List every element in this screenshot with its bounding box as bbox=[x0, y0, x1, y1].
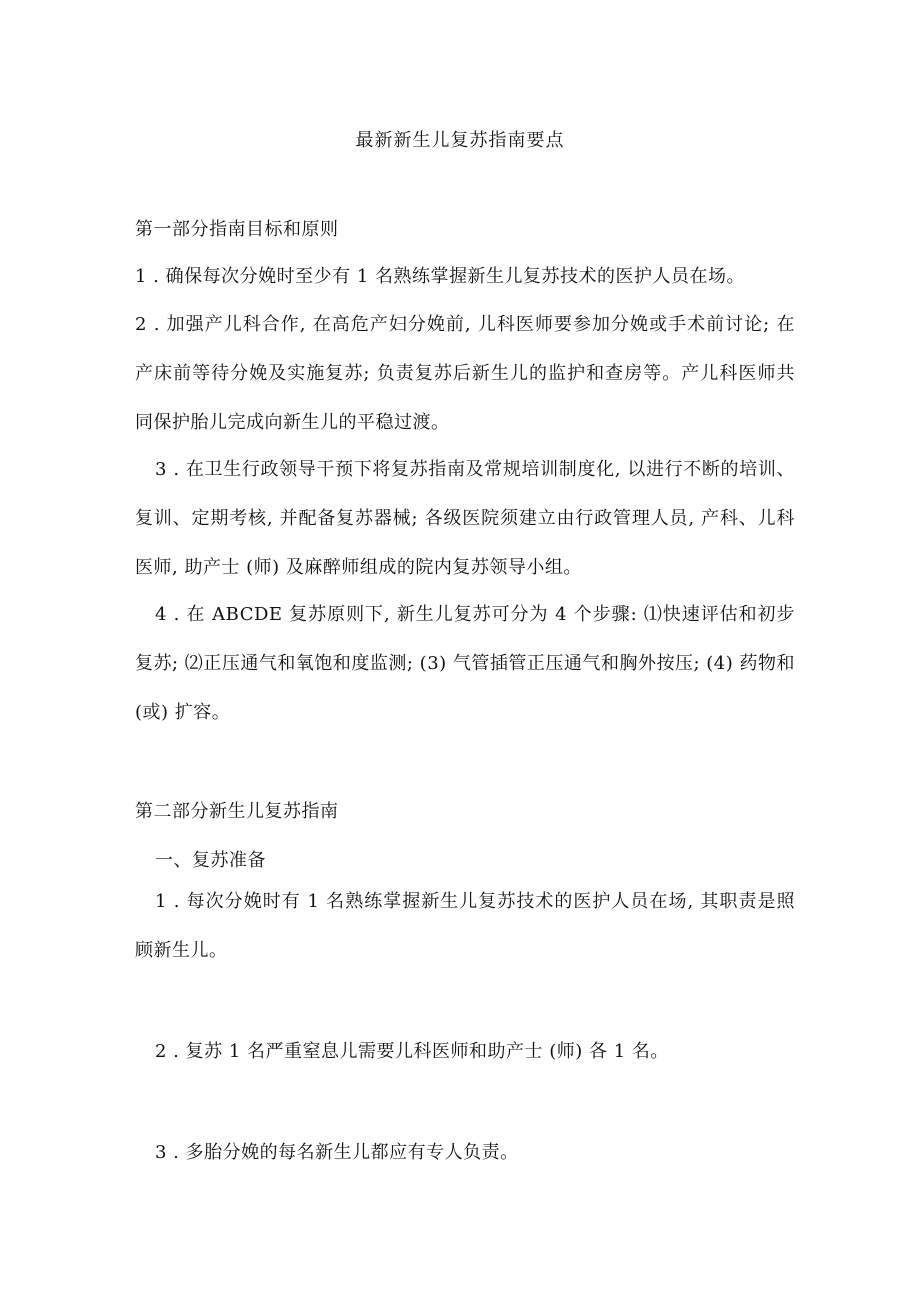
part2-heading: 第二部分新生儿复苏指南 bbox=[135, 801, 339, 822]
part1-item-2: 2 . 加强产儿科合作, 在高危产妇分娩前, 儿科医师要参加分娩或手术前讨论; 在产床前等待分娩及实施复苏; 负责复苏后新生儿的监护和查房等。产儿科医师共同保护胎儿完成向新生儿的平稳过渡。 bbox=[135, 314, 795, 433]
part2-item-1: 1 . 每次分娩时有 1 名熟练掌握新生儿复苏技术的医护人员在场, 其职责是照顾新生儿。 bbox=[135, 891, 795, 961]
part1-heading: 第一部分指南目标和原则 bbox=[135, 219, 339, 240]
part1-item-4: 4 . 在 ABCDE 复苏原则下, 新生儿复苏可分为 4 个步骤: ⑴快速评估和初步复苏; ⑵正压通气和氧饱和度监测; (3) 气管插管正压通气和胸外按压; (4) 药物和 (或) 扩容。 bbox=[135, 604, 795, 723]
part1-item-3: 3 . 在卫生行政领导干预下将复苏指南及常规培训制度化, 以进行不断的培训、复训、定期考核, 并配备复苏器械; 各级医院须建立由行政管理人员, 产科、儿科医师, 助产士 (师) 及麻醉师组成的院内复苏领导小组。 bbox=[135, 459, 795, 578]
part2-item-3: 3 . 多胎分娩的每名新生儿都应有专人负责。 bbox=[155, 1142, 519, 1163]
part1-item-1: 1 . 确保每次分娩时至少有 1 名熟练掌握新生儿复苏技术的医护人员在场。 bbox=[135, 266, 746, 287]
document-title: 最新新生儿复苏指南要点 bbox=[355, 130, 565, 151]
part2-item-2: 2 . 复苏 1 名严重窒息儿需要儿科医师和助产士 (师) 各 1 名。 bbox=[155, 1041, 669, 1062]
part2-subheading: 一、复苏准备 bbox=[155, 850, 266, 871]
